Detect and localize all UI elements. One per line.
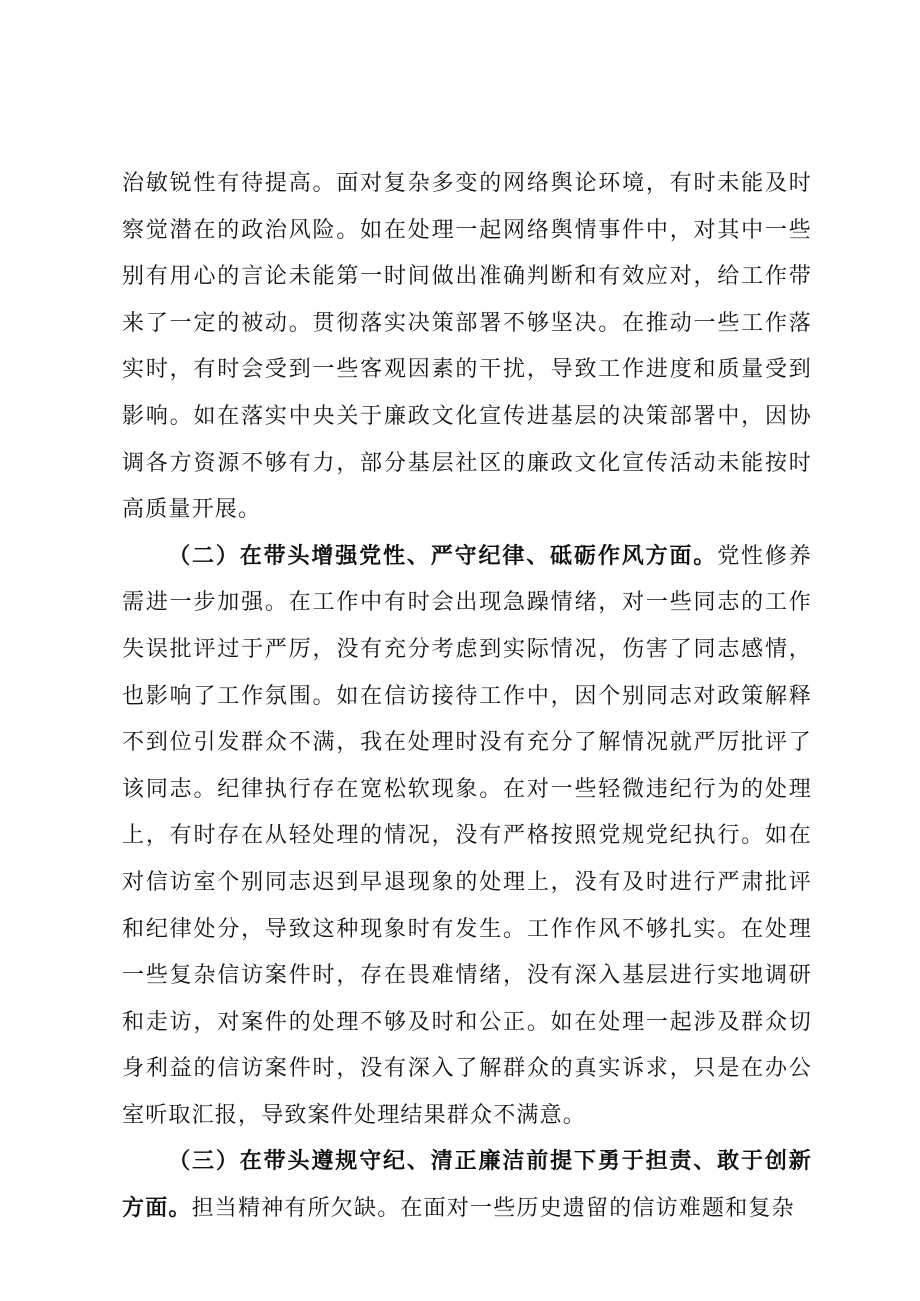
paragraph-2	[122, 534, 812, 1140]
paragraph-2-text: 党性修养需进一步加强。在工作中有时会出现急躁情绪，对一些同志的工作失误批评过于严厉，没有充分考虑到实际情况，伤害了同志感情，也影响了工作氛围。如在信访接待工作中，因个别同志对政策解释不到位引发群众不满，我在处理时没有充分了解情况就严厉批评了该同志。纪律执行存在宽松软现象。在对一些轻微违纪行为的处理上，有时存在从轻处理的情况，没有严格按照党规党纪执行。如在对信访室个别同志迟到早退现象的处理上，没有及时进行严肃批评和纪律处分，导致这种现象时有发生。工作作风不够扎实。在处理一些复杂信访案件时，存在畏难情绪，没有深入基层进行实地调研和走访，对案件的处理不够及时和公正。如在处理一起涉及群众切身利益的信访案件时，没有深入了解群众的真实诉求，只是在办公室听取汇报，导致案件处理结果群众不满意。	[122, 543, 812, 1128]
paragraph-3-heading: （三）在带头遵规守纪、清正廉洁前提下勇于担责、敢于创新方面。	[122, 1149, 812, 1222]
paragraph-3	[122, 1139, 812, 1232]
paragraph-3-text: 担当精神有所欠缺。在面对一些历史遗留的信访难题和复杂	[191, 1196, 795, 1222]
paragraph-2-heading: （二）在带头增强党性、严守纪律、砥砺作风方面。	[168, 543, 718, 569]
paragraph-1-text: 治敏锐性有待提高。面对复杂多变的网络舆论环境，有时未能及时察觉潜在的政治风险。如在处理一起网络舆情事件中，对其中一些别有用心的言论未能第一时间做出准确判断和有效应对，给工作带来了一定的被动。贯彻落实决策部署不够坚决。在推动一些工作落实时，有时会受到一些客观因素的干扰，导致工作进度和质量受到影响。如在落实中央关于廉政文化宣传进基层的决策部署中，因协调各方资源不够有力，部分基层社区的廉政文化宣传活动未能按时高质量开展。	[122, 171, 812, 523]
paragraph-1	[122, 161, 812, 534]
document-page	[122, 161, 812, 1233]
